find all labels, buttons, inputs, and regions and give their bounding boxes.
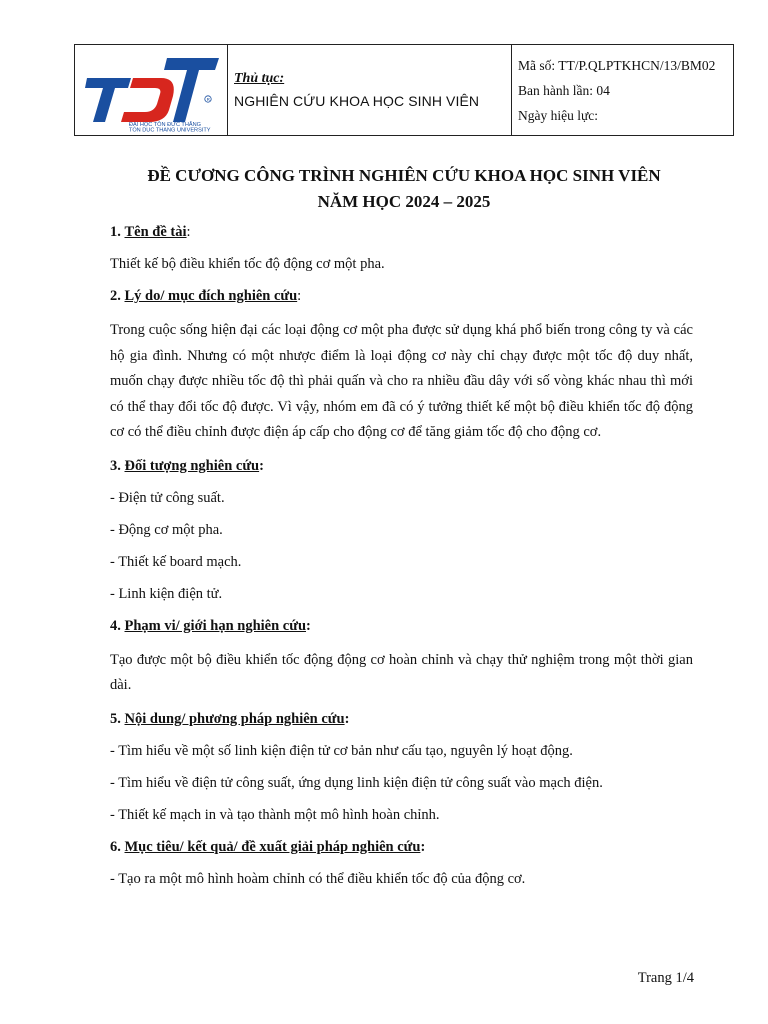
list-item: - Tạo ra một mô hình hoàm chỉnh có thể điều khiển tốc độ của động cơ. xyxy=(110,870,526,887)
effective-date: Ngày hiệu lực: xyxy=(518,107,599,123)
list-item: - Tìm hiểu về một số linh kiện điện tử cơ bản như cấu tạo, nguyên lý hoạt động. xyxy=(110,742,573,759)
svg-text:R: R xyxy=(206,96,210,102)
list-item: - Điện tử công suất. xyxy=(110,489,225,506)
document-title xyxy=(74,163,734,215)
list-item: - Động cơ một pha. xyxy=(110,521,223,538)
document-code: Mã số: TT/P.QLPTKHCN/13/BM02 xyxy=(518,57,716,73)
section-heading-5: 5. Nội dung/ phương pháp nghiên cứu: xyxy=(110,710,350,727)
procedure-title: NGHIÊN CỨU KHOA HỌC SINH VIÊN xyxy=(234,93,480,109)
logo-text-en: TON DUC THANG UNIVERSITY xyxy=(129,127,211,132)
list-item: - Thiết kế mạch in và tạo thành một mô hình hoàn chỉnh. xyxy=(110,806,440,823)
section-heading-6: 6. Mục tiêu/ kết quả/ đề xuất giải pháp nghiên cứu: xyxy=(110,838,426,855)
section-heading-2: 2. Lý do/ mục đích nghiên cứu: xyxy=(110,288,302,304)
section-4-paragraph: Tạo được một bộ điều khiển tốc động động cơ hoàn chỉnh và chạy thử nghiệm trong một thời gian dài. xyxy=(110,651,693,693)
tdt-logo-icon xyxy=(81,48,221,132)
list-item: - Thiết kế board mạch. xyxy=(110,553,242,570)
document-body xyxy=(110,222,693,901)
issue-number: Ban hành lần: 04 xyxy=(518,82,610,98)
title-line-2: NĂM HỌC 2024 – 2025 xyxy=(317,192,491,211)
section-2-paragraph: Trong cuộc sống hiện đại các loại động cơ một pha được sử dụng khá phổ biến trong công ty và các hộ gia đình. Nhưng có một nhược điểm là loại động cơ này chỉ chạy được một tốc độ duy nhất, muốn chạy được nhiều tốc độ thì phải quấn và cho ra nhiều đầu dây với số vòng khác nhau thì mới có thể thay đổi tốc độ được. Vì vậy, nhóm em đã có ý tưởng thiết kế một bộ điều khiển tốc độ động cơ có thể điều chỉnh được điện áp cấp cho động cơ để tăng giảm tốc độ cho động cơ. xyxy=(110,322,693,440)
list-item: - Tìm hiểu về điện tử công suất, ứng dụng linh kiện điện tử công suất vào mạch điện. xyxy=(110,774,603,791)
section-heading-4: 4. Phạm vi/ giới hạn nghiên cứu: xyxy=(110,617,311,634)
procedure-label: Thủ tục: xyxy=(234,71,285,86)
page-number: Trang 1/4 xyxy=(637,970,694,986)
procedure-cell xyxy=(228,45,512,135)
list-item: - Linh kiện điện tử. xyxy=(110,585,223,602)
logo-text-vi: ĐẠI HỌC TÔN ĐỨC THẮNG xyxy=(129,122,202,128)
title-line-1: ĐỀ CƯƠNG CÔNG TRÌNH NGHIÊN CỨU KHOA HỌC SINH VIÊN xyxy=(147,166,661,185)
university-logo xyxy=(75,45,228,135)
document-header-table xyxy=(74,44,734,136)
section-heading-3: 3. Đối tượng nghiên cứu: xyxy=(110,457,264,474)
document-meta-cell xyxy=(512,45,733,135)
section-heading-1: 1. Tên đề tài: xyxy=(110,224,191,240)
section-1-text: Thiết kế bộ điều khiển tốc độ động cơ một pha. xyxy=(110,256,385,272)
